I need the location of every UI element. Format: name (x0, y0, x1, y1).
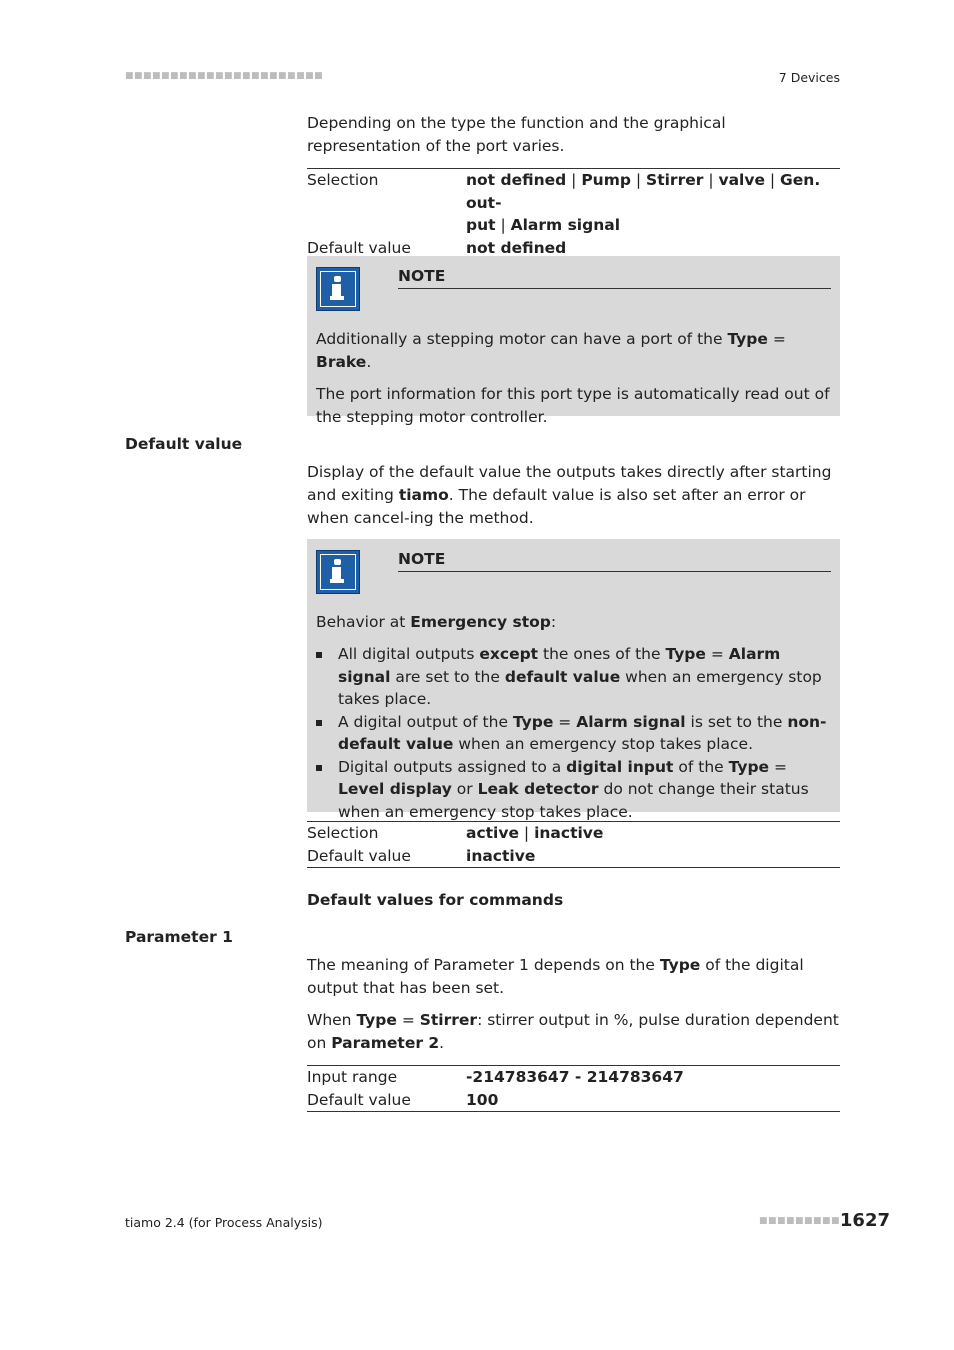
range-table (307, 1065, 840, 1112)
table-row (307, 1066, 840, 1089)
footer-product: tiamo 2.4 (for Process Analysis) (125, 1215, 323, 1230)
selection-label: Selection (307, 171, 379, 189)
note-intro: Behavior at Emergency stop: (316, 613, 557, 631)
paragraph: The meaning of Parameter 1 depends on the Type of the digital output that has been set. (307, 956, 804, 997)
parameter-1-body (307, 954, 840, 1055)
paragraph: When Type = Stirrer: stirrer output in %, pulse duration dependent on Parameter 2. (307, 1011, 839, 1052)
option: Gen. out- (466, 171, 821, 212)
default-label: Default value (307, 238, 411, 257)
paragraph: Display of the default value the outputs takes directly after starting and exiting tiamo. The default value is also set after an error or when cancel-ing the method. (307, 463, 832, 527)
option: Alarm signal (510, 216, 621, 234)
page-number: 1627 (839, 1210, 890, 1231)
note-box-1 (307, 256, 840, 426)
selection-table-2 (307, 821, 840, 868)
option: active (466, 824, 519, 842)
footer-marks: ■■■■■■■■■ (758, 1216, 840, 1226)
option: not defined (466, 171, 567, 189)
header-marks: ■■■■■■■■■■■■■■■■■■■■■■ (125, 71, 324, 81)
default-label: Default value (307, 846, 411, 865)
info-icon (316, 267, 360, 311)
option: Stirrer (646, 171, 704, 189)
input-range-value: -214783647 - 214783647 (466, 1068, 684, 1086)
selection-values: not defined | Pump | Stirrer | valve | Gen. out- put | Alarm signal (466, 171, 821, 234)
option: put (466, 216, 496, 234)
table-row (307, 822, 840, 845)
kv-table (307, 821, 840, 868)
info-icon (316, 550, 360, 594)
selection-label: Selection (307, 824, 379, 842)
bullet-list (316, 643, 832, 823)
default-label: Default value (307, 1090, 411, 1109)
chapter-title: 7 Devices (778, 70, 840, 85)
table-row (307, 1089, 840, 1112)
selection-values: active | inactive (466, 824, 604, 842)
selection-table-1 (307, 168, 840, 260)
option: inactive (534, 824, 604, 842)
kv-table (307, 168, 840, 260)
list-item: All digital outputs except the ones of the Type = Alarm signal are set to the default value when an emergency stop takes place. (316, 643, 832, 711)
list-item: Digital outputs assigned to a digital input of the Type = Level display or Leak detector do not change their status when an emergency stop takes place. (316, 756, 832, 824)
default-value-paragraph (307, 461, 840, 530)
note-paragraph: The port information for this port type is automatically read out of the stepping motor controller. (316, 385, 830, 426)
kv-table (307, 1065, 840, 1112)
section-heading-parameter-1: Parameter 1 (125, 928, 233, 946)
note-body (316, 611, 832, 823)
note-paragraph: Additionally a stepping motor can have a port of the Type = Brake. (316, 330, 786, 371)
note-box-2 (307, 539, 840, 821)
intro-paragraph (307, 112, 840, 158)
option: Pump (581, 171, 631, 189)
section-heading-default-value: Default value (125, 435, 243, 453)
note-body (316, 328, 832, 438)
option: valve (718, 171, 765, 189)
default-value: not defined (466, 238, 567, 257)
default-value: inactive (466, 846, 536, 865)
note-title: NOTE (398, 549, 831, 572)
table-row (307, 169, 840, 237)
list-item: A digital output of the Type = Alarm signal is set to the non-default value when an emergency stop takes place. (316, 711, 832, 756)
table-row (307, 845, 840, 868)
default-value: 100 (466, 1090, 499, 1109)
bullet-icon (316, 720, 322, 726)
bullet-icon (316, 652, 322, 658)
intro-text: Depending on the type the function and the graphical representation of the port varies. (307, 114, 726, 155)
bullet-icon (316, 765, 322, 771)
input-range-label: Input range (307, 1068, 398, 1086)
subsection-heading-commands: Default values for commands (307, 891, 564, 909)
note-title: NOTE (398, 266, 831, 289)
